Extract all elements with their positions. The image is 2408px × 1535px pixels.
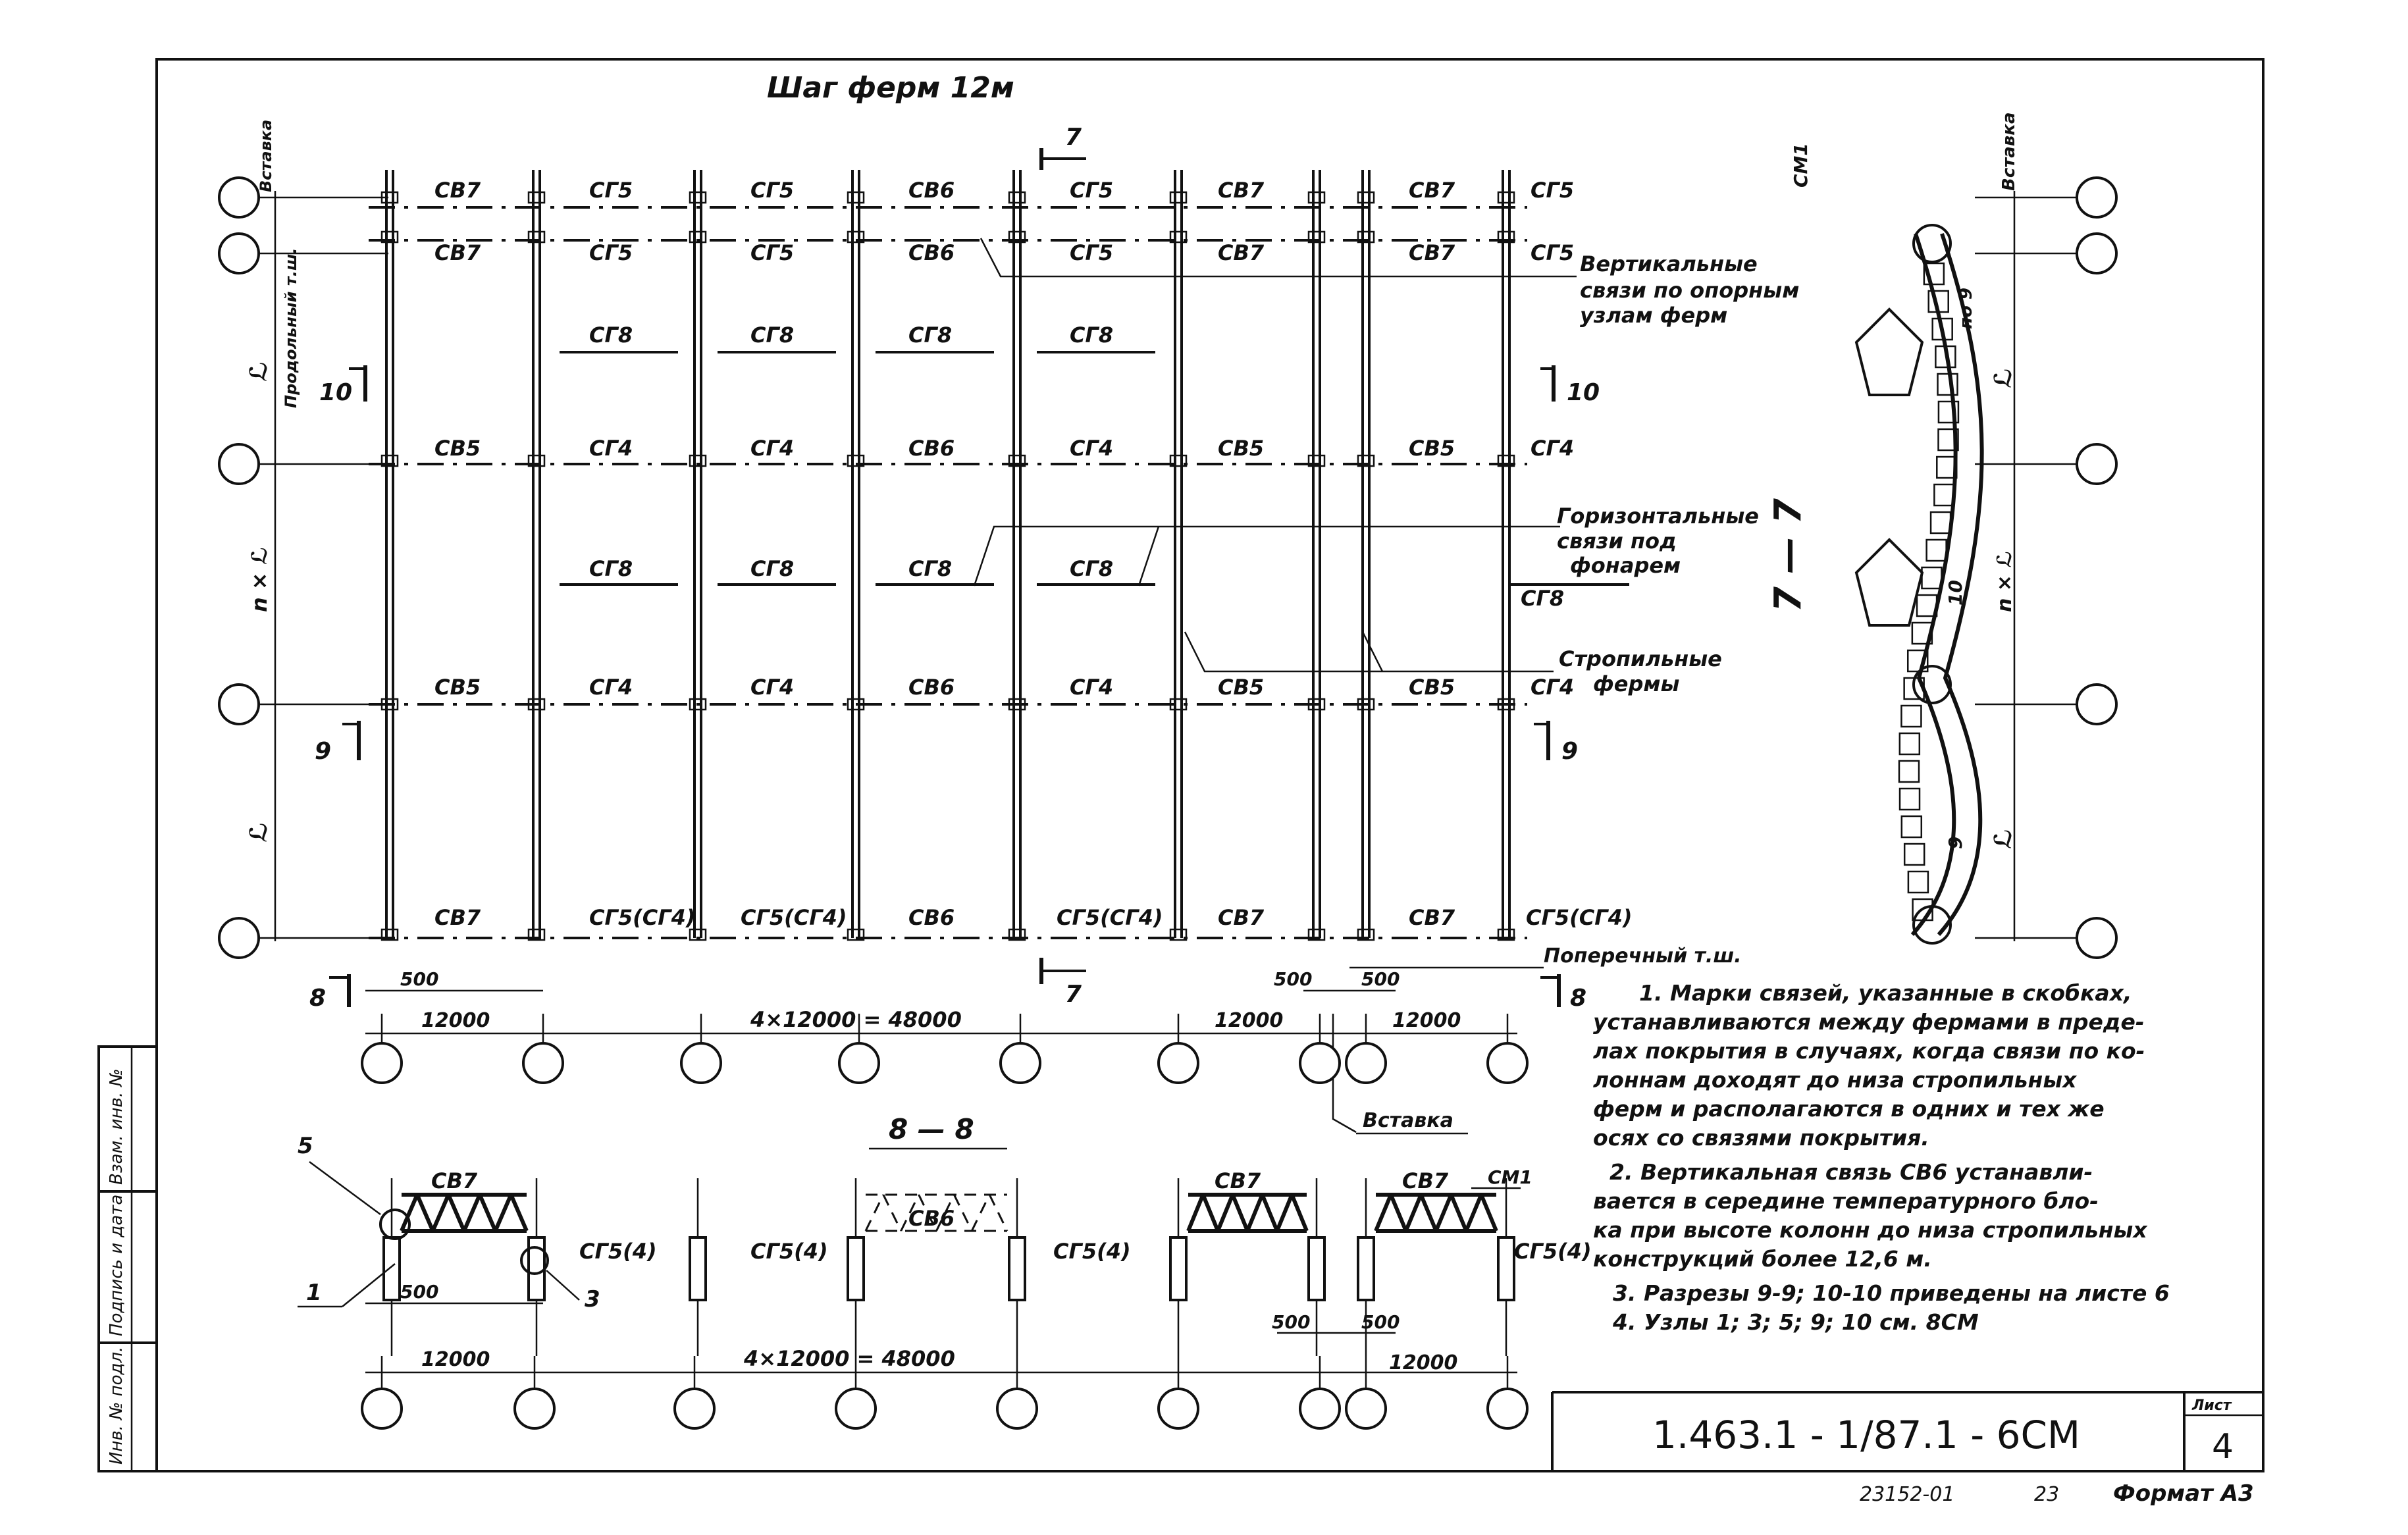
svg-text:Горизонтальные: Горизонтальные	[1557, 504, 1759, 529]
general-notes	[1593, 980, 2170, 1335]
svg-text:связи по опорным: связи по опорным	[1580, 278, 1800, 303]
bracing-label-l2: СВ5	[1218, 675, 1265, 700]
section-8-8-label: СГ5(4)	[750, 1239, 828, 1264]
svg-text:12000: 12000	[1215, 1009, 1284, 1032]
bracing-label-l1: СГ4	[1531, 436, 1575, 461]
plan-dimensions	[365, 968, 1517, 1033]
bracing-label-l2: СГ4	[750, 675, 795, 700]
axis-bubble	[1488, 1389, 1527, 1428]
svg-text:9: 9	[1945, 836, 1966, 849]
truss-panel	[1904, 844, 1924, 865]
svg-text:10: 10	[319, 379, 353, 406]
bracing-label-l1: СГ4	[1070, 436, 1114, 461]
column	[1309, 1237, 1324, 1300]
svg-text:23152-01: 23152-01	[1860, 1483, 1955, 1506]
svg-text:7: 7	[1065, 981, 1082, 1008]
bracing-label-bottom: СГ5(СГ4)	[1057, 905, 1163, 930]
title-block	[1552, 1392, 2263, 1471]
section-8-8-label: СГ5(4)	[1514, 1239, 1592, 1264]
cut-mark-9-left	[315, 721, 359, 765]
section-8-8-label: СВ7	[1215, 1168, 1261, 1193]
column	[848, 1237, 864, 1300]
bracing-label-l1: СВ5	[434, 436, 481, 461]
truss-node	[1309, 192, 1324, 203]
svg-text:связи под: связи под	[1557, 529, 1677, 554]
bracing-label-l2: СВ6	[908, 675, 955, 700]
svg-text:ℒ: ℒ	[1990, 368, 2017, 388]
truss-node	[1170, 192, 1186, 203]
callout-poperech	[1349, 945, 1742, 968]
column	[1498, 1237, 1514, 1300]
bracing-label-mid2: СГ8	[750, 556, 795, 581]
bracing-label-l1: СВ5	[1218, 436, 1265, 461]
plan-bracing-rows	[369, 207, 1629, 938]
truss-node	[690, 192, 706, 203]
plan-trusses	[382, 170, 1514, 940]
side-stamp-inv: Инв. № подл.	[107, 1346, 126, 1465]
bracing-label-bottom: СВ7	[434, 905, 481, 930]
axis-bubble	[675, 1389, 714, 1428]
svg-text:7 — 7: 7 — 7	[1767, 498, 1810, 612]
bracing-label-l2: СВ5	[434, 675, 481, 700]
axis-bubble	[1346, 1389, 1386, 1428]
note-line: 3. Разрезы 9-9; 10-10 приведены на листе 6	[1613, 1280, 2170, 1306]
bracing-label-top-outer: СГ5	[1070, 178, 1114, 203]
svg-text:СМ1: СМ1	[1488, 1166, 1532, 1188]
bracing-label-top-outer: СВ7	[434, 178, 481, 203]
bracing-label-top-inner: СГ5	[1070, 240, 1114, 265]
drawing-title: Шаг ферм 12м	[767, 71, 1014, 105]
svg-text:Формат А3: Формат А3	[2113, 1480, 2254, 1507]
bracing-label-mid2: СГ8	[589, 556, 633, 581]
bracing-label-top-outer: СВ7	[1218, 178, 1265, 203]
svg-text:500: 500	[1272, 1311, 1311, 1333]
axis-bubble	[1159, 1043, 1198, 1083]
designation: 1.463.1 - 1/87.1 - 6СМ	[1652, 1413, 2081, 1457]
bracing-label-top-outer: СГ5	[1531, 178, 1575, 203]
svg-text:10: 10	[1567, 379, 1600, 406]
svg-text:7: 7	[1065, 124, 1082, 151]
axis-bubble	[515, 1389, 554, 1428]
bracing-label-top-outer: СВ6	[908, 178, 955, 203]
axis-bubble	[1300, 1389, 1340, 1428]
axis-bubble	[1001, 1043, 1040, 1083]
truss-node	[1009, 192, 1025, 203]
column	[1009, 1237, 1025, 1300]
bracing-label-top-outer: СГ5	[589, 178, 633, 203]
svg-text:9: 9	[1561, 738, 1579, 765]
truss-node	[1498, 192, 1514, 203]
cut-mark-7-bottom	[1041, 958, 1086, 1008]
bracing-label-l2: СВ5	[1409, 675, 1455, 700]
axis-bubble	[523, 1043, 563, 1083]
section-8-8	[298, 1113, 1592, 1374]
cut-mark-10-left	[319, 365, 365, 406]
footer	[1860, 1480, 2254, 1507]
bracing-label-mid2: СГ8	[908, 556, 953, 581]
note-line: 2. Вертикальная связь СВ6 устанавли-	[1610, 1159, 2093, 1185]
svg-text:500: 500	[1274, 968, 1313, 990]
truss-node	[848, 192, 864, 203]
truss-panel	[1934, 484, 1954, 506]
truss-panel	[1922, 567, 1941, 588]
bracing-label-l1: СГ4	[750, 436, 795, 461]
axis-bubble	[362, 1043, 402, 1083]
column	[1358, 1237, 1374, 1300]
svg-text:3: 3	[585, 1286, 600, 1313]
bracing-label-mid2: СГ8	[1521, 586, 1565, 611]
section-8-8-label: СВ7	[431, 1168, 478, 1193]
bracing-label-bottom: СВ7	[1409, 905, 1455, 930]
axis-bubble	[1346, 1043, 1386, 1083]
svg-text:500: 500	[400, 968, 439, 990]
bracing-label-l2: СГ4	[1531, 675, 1575, 700]
label-nl: n × ℒ	[247, 546, 272, 612]
bracing-label-bottom: СГ5(СГ4)	[1526, 905, 1633, 930]
svg-text:СМ1: СМ1	[1790, 143, 1812, 188]
truss-node	[1358, 192, 1374, 203]
axis-bubble	[362, 1389, 402, 1428]
bracing-label-top-inner: СВ7	[1218, 240, 1265, 265]
svg-text:Вставка: Вставка	[1363, 1109, 1453, 1132]
section-8-8-label: СВ6	[908, 1206, 955, 1231]
section-8-8-label: СГ5(4)	[579, 1239, 657, 1264]
cut-mark-8-right	[1540, 974, 1586, 1012]
note-line: 1. Марки связей, указанные в скобках,	[1639, 980, 2132, 1006]
svg-text:8: 8	[309, 985, 327, 1012]
note-line: лах покрытия в случаях, когда связи по ко-	[1593, 1038, 2145, 1064]
bracing-label-top-outer: СГ5	[750, 178, 795, 203]
bracing-label-bottom: СГ5(СГ4)	[741, 905, 847, 930]
svg-text:фермы: фермы	[1593, 671, 1680, 696]
bracing-label-l1: СВ5	[1409, 436, 1455, 461]
svg-text:1: 1	[306, 1280, 322, 1306]
svg-text:8 — 8: 8 — 8	[889, 1113, 974, 1145]
label-prodolny: Продольный т.ш.	[282, 247, 300, 408]
svg-text:4×12000 = 48000: 4×12000 = 48000	[744, 1346, 955, 1371]
column	[690, 1237, 706, 1300]
bracing-label-mid2: СГ8	[1070, 556, 1114, 581]
bracing-label-bottom: СВ6	[908, 905, 955, 930]
svg-text:n × ℒ: n × ℒ	[1993, 550, 2016, 612]
svg-text:по 9: по 9	[1956, 288, 1976, 329]
truss-panel	[1899, 761, 1919, 782]
svg-text:12000: 12000	[421, 1348, 490, 1371]
note-line: 4. Узлы 1; 3; 5; 9; 10 см. 8СМ	[1613, 1309, 1979, 1335]
label-vstavka-left: Вставка	[257, 119, 275, 192]
svg-text:500: 500	[400, 1281, 439, 1303]
svg-text:фонарем: фонарем	[1570, 553, 1681, 578]
svg-text:23: 23	[2034, 1483, 2060, 1506]
svg-text:Вертикальные: Вертикальные	[1580, 251, 1758, 276]
bracing-label-l2: СГ4	[1070, 675, 1114, 700]
bracing-label-top-inner: СГ5	[750, 240, 795, 265]
bracing-label-l1: СГ4	[589, 436, 633, 461]
truss-panel	[1931, 512, 1950, 533]
bracing-label-l1: СВ6	[908, 436, 955, 461]
note-line: осях со связями покрытия.	[1593, 1125, 1929, 1151]
sheet-number: 4	[2212, 1427, 2234, 1467]
bracing-label-top-inner: СГ5	[1531, 240, 1575, 265]
plan-bracing-labels	[434, 178, 1633, 930]
side-stamp-vzam: Взам. инв. №	[107, 1068, 126, 1185]
bracing-label-top-outer: СВ7	[1409, 178, 1455, 203]
side-stamp-sign: Подпись и дата	[107, 1194, 126, 1336]
note-line: ферм и располагаются в одних и тех же	[1593, 1096, 2105, 1122]
axis-bubble	[1159, 1389, 1198, 1428]
note-line: ка при высоте колонн до низа стропильных	[1593, 1217, 2147, 1243]
axis-bubble	[1488, 1043, 1527, 1083]
cut-mark-7-top	[1041, 124, 1086, 170]
section-8-8-label: СГ5(4)	[1053, 1239, 1131, 1264]
svg-text:Вставка: Вставка	[1999, 112, 2019, 191]
bracing-label-mid1: СГ8	[589, 323, 633, 348]
svg-text:500: 500	[1361, 968, 1400, 990]
svg-text:5: 5	[298, 1133, 313, 1159]
axis-bubble	[997, 1389, 1037, 1428]
bracing-label-l2: СГ4	[589, 675, 633, 700]
svg-text:4×12000 = 48000: 4×12000 = 48000	[750, 1007, 962, 1032]
note-line: устанавливаются между фермами в преде-	[1593, 1009, 2145, 1035]
bracing-label-top-inner: СВ7	[434, 240, 481, 265]
svg-text:узлам ферм: узлам ферм	[1580, 303, 1728, 328]
axis-bubble	[1300, 1043, 1340, 1083]
column	[384, 1237, 400, 1300]
svg-text:12000: 12000	[1392, 1009, 1461, 1032]
section-8-8-label: СВ7	[1402, 1168, 1449, 1193]
axis-bubble	[681, 1043, 721, 1083]
label-l-bot: ℒ	[246, 822, 273, 843]
truss-panel	[1927, 540, 1947, 561]
note-line: конструкций более 12,6 м.	[1593, 1246, 1932, 1272]
bracing-label-mid1: СГ8	[908, 323, 953, 348]
svg-text:500: 500	[1361, 1311, 1400, 1333]
svg-text:8: 8	[1570, 985, 1587, 1012]
truss-panel	[1902, 816, 1922, 837]
axis-bubble	[836, 1389, 876, 1428]
bracing-label-bottom: СВ7	[1218, 905, 1265, 930]
svg-text:12000: 12000	[421, 1009, 490, 1032]
svg-text:Стропильные: Стропильные	[1559, 646, 1722, 671]
bracing-label-top-inner: СГ5	[589, 240, 633, 265]
svg-text:Поперечный т.ш.: Поперечный т.ш.	[1544, 945, 1742, 968]
svg-text:ℒ: ℒ	[1990, 829, 2017, 849]
truss-panel	[1900, 789, 1920, 810]
cut-mark-10-right	[1540, 365, 1600, 406]
sheet-label: Лист	[2192, 1397, 2232, 1414]
bracing-label-mid1: СГ8	[750, 323, 795, 348]
bracing-label-bottom: СГ5(СГ4)	[589, 905, 696, 930]
svg-text:9: 9	[315, 738, 332, 765]
truss-node	[529, 192, 544, 203]
section-7-7	[1767, 113, 2116, 958]
truss-panel	[1938, 374, 1958, 395]
column	[1170, 1237, 1186, 1300]
axis-bubble	[839, 1043, 879, 1083]
bracing-label-mid1: СГ8	[1070, 323, 1114, 348]
label-l-top: ℒ	[246, 361, 273, 382]
note-line: вается в середине температурного бло-	[1593, 1188, 2099, 1214]
note-line: лоннам доходят до низа стропильных	[1593, 1067, 2077, 1093]
truss-panel	[1900, 733, 1920, 754]
truss-panel	[1908, 872, 1928, 893]
svg-text:12000: 12000	[1389, 1351, 1458, 1374]
cut-mark-9-right	[1534, 721, 1578, 765]
svg-text:10: 10	[1945, 580, 1966, 606]
axis-bubbles-left	[219, 178, 388, 958]
bracing-label-top-inner: СВ6	[908, 240, 955, 265]
bracing-label-top-inner: СВ7	[1409, 240, 1455, 265]
cut-mark-8-left	[309, 974, 349, 1012]
truss-panel	[1901, 706, 1921, 727]
